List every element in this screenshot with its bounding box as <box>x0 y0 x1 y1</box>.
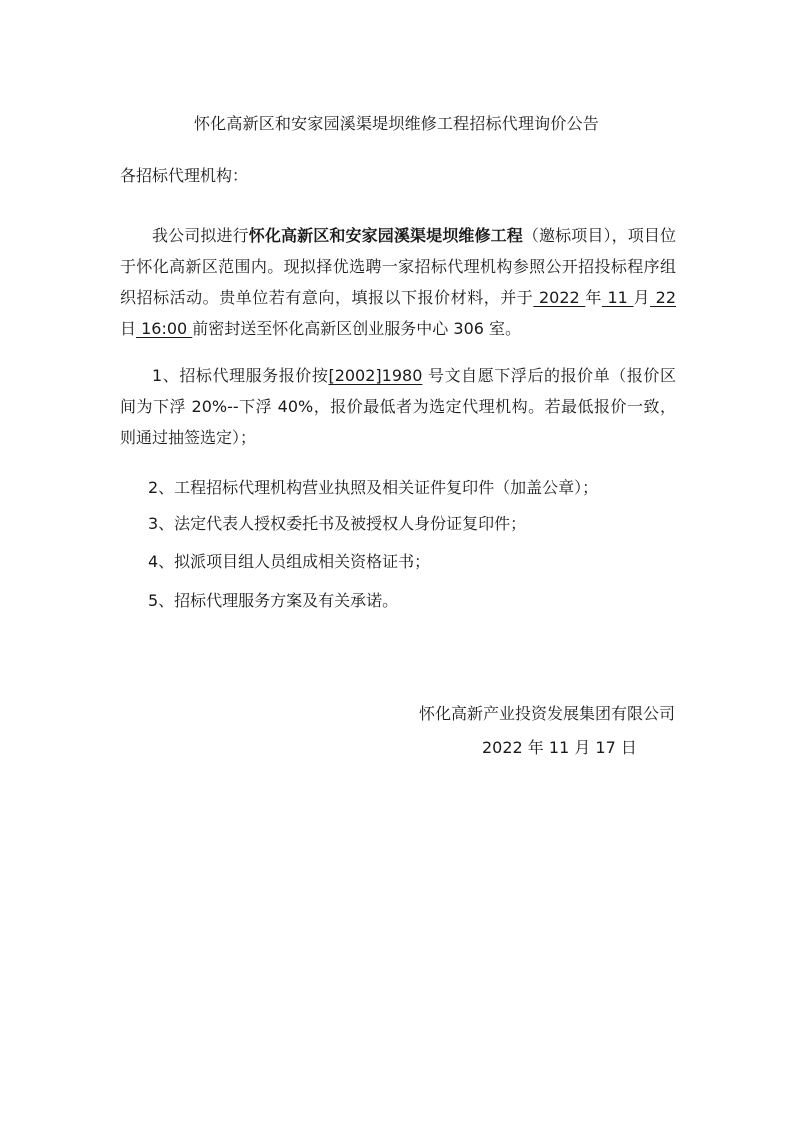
intro-prefix: 我公司拟进行 <box>152 226 249 245</box>
signature-date: 2022 年 11 月 17 日 <box>482 738 637 757</box>
intro-suffix: 前密封送至怀化高新区创业服务中心 306 室。 <box>192 319 522 338</box>
intro-paragraph <box>120 220 676 344</box>
deadline-year-unit: 年 <box>585 288 602 307</box>
project-name: 怀化高新区和安家园溪渠堤坝维修工程 <box>248 226 523 245</box>
deadline-day-unit: 日 <box>120 319 137 338</box>
item1-rest: 号文自愿下浮后的报价单（报价区间为下浮 20%--下浮 40%，报价最低者为选定代理机构。若最低报价一致，则通过抽签选定）； <box>120 366 676 447</box>
requirement-item-1 <box>120 360 676 453</box>
deadline-time: 16:00 <box>136 319 193 338</box>
signature-organization: 怀化高新产业投资发展集团有限公司 <box>418 704 675 723</box>
requirement-item-3: 3、法定代表人授权委托书及被授权人身份证复印件； <box>148 514 527 533</box>
intro-body: （邀标项目），项目位于怀化高新区范围内。现拟择优选聘一家招标代理机构参照公开招投标程序组织招标活动。贵单位若有意向，填报以下报价材料，并于 <box>120 226 676 307</box>
requirement-item-5: 5、招标代理服务方案及有关承诺。 <box>148 591 399 610</box>
requirement-item-2: 2、工程招标代理机构营业执照及相关证件复印件（加盖公章）； <box>148 478 599 497</box>
deadline-month: 11 <box>601 288 634 307</box>
document-title: 怀化高新区和安家园溪渠堤坝维修工程招标代理询价公告 <box>193 114 599 133</box>
requirement-item-4: 4、拟派项目组人员组成相关资格证书； <box>148 552 431 571</box>
item1-doc-number: [2002]1980 <box>328 366 423 385</box>
item1-prefix: 1、招标代理服务报价按 <box>152 366 329 385</box>
deadline-month-unit: 月 <box>633 288 651 307</box>
deadline-day: 22 <box>650 288 676 307</box>
deadline-year: 2022 <box>533 288 586 307</box>
salutation: 各招标代理机构： <box>120 166 249 185</box>
